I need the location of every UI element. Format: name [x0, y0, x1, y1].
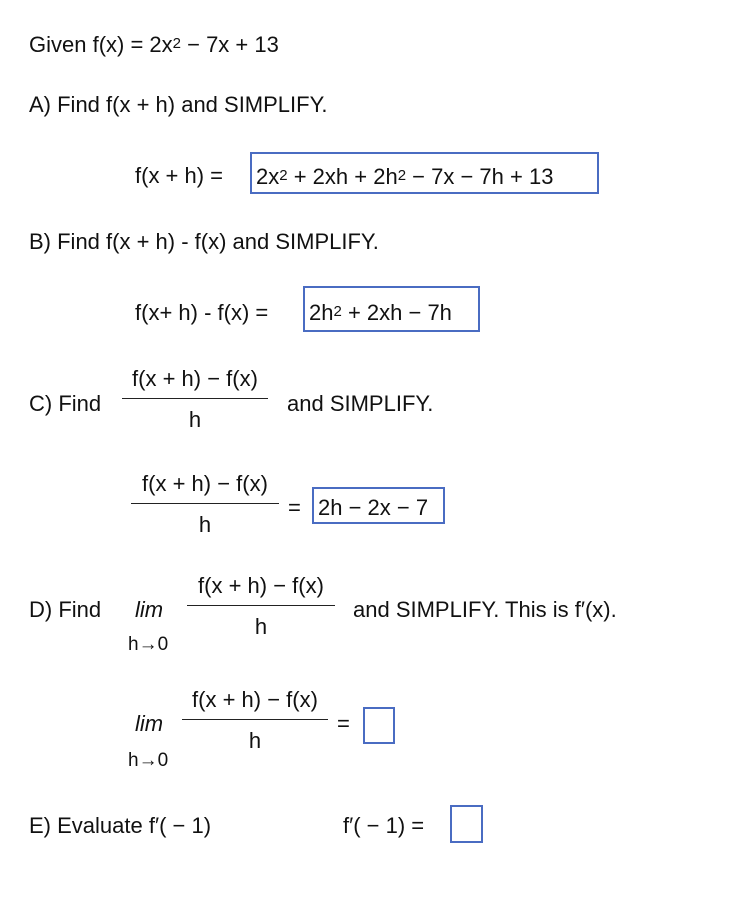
part-b-lhs: f(x+ h) - f(x) =	[135, 300, 269, 325]
part-e-prompt: E) Evaluate f′( − 1)	[29, 813, 212, 838]
part-a-exp2: 2	[397, 167, 407, 184]
part-d-suffix: and SIMPLIFY. This is f′(x).	[353, 597, 617, 622]
part-d-numerator: f(x + h) − f(x)	[198, 573, 324, 598]
part-c-fraction-bar	[122, 398, 268, 399]
part-d-fraction-bar	[187, 605, 335, 606]
given-exponent: 2	[172, 35, 181, 52]
part-a-term3: − 7x − 7h + 13	[406, 164, 554, 189]
part-a-answer-box[interactable]	[250, 152, 599, 194]
part-d-answer-fraction-bar	[182, 719, 328, 720]
part-c-answer-numerator: f(x + h) − f(x)	[142, 471, 268, 496]
part-c-answer-box[interactable]: 2h − 2x − 7	[312, 487, 445, 524]
part-d-answer-denominator: h	[248, 728, 262, 753]
part-e-lhs: f′( − 1) =	[343, 813, 425, 838]
part-d-denominator: h	[254, 614, 268, 639]
part-d-answer-lim-sub: h→0	[128, 750, 169, 771]
part-a-exp1: 2	[279, 167, 288, 184]
part-b-prompt: B) Find f(x + h) - f(x) and SIMPLIFY.	[29, 229, 379, 254]
given-prefix: Given f(x) = 2x	[29, 32, 173, 57]
part-d-answer-numerator: f(x + h) − f(x)	[192, 687, 318, 712]
given-rest: − 7x + 13	[181, 32, 279, 57]
part-d-find: D) Find	[29, 597, 102, 622]
part-a-term1: 2x	[256, 164, 280, 189]
part-c-numerator: f(x + h) − f(x)	[132, 366, 258, 391]
part-b-term2: + 2xh − 7h	[341, 300, 452, 325]
part-c-denominator: h	[188, 407, 202, 432]
part-a-prompt: A) Find f(x + h) and SIMPLIFY.	[29, 92, 328, 117]
part-e-answer-box[interactable]	[450, 805, 483, 843]
given-function	[29, 32, 279, 58]
part-a-lhs: f(x + h) =	[135, 163, 224, 188]
part-c-equals: =	[288, 495, 301, 520]
part-d-answer-fraction	[182, 687, 328, 754]
part-d-answer-lim: lim	[135, 711, 164, 736]
part-b-exp1: 2	[333, 303, 342, 320]
part-d-lim-sub: h→0	[128, 634, 169, 655]
part-d-answer-box[interactable]	[363, 707, 395, 744]
part-d-lim: lim	[135, 597, 164, 622]
part-d-fraction	[187, 573, 335, 640]
part-b-term1: 2h	[309, 300, 334, 325]
part-a-term2: + 2xh + 2h	[287, 164, 398, 189]
part-c-answer-denominator: h	[198, 512, 212, 537]
part-c-suffix: and SIMPLIFY.	[287, 391, 434, 416]
part-b-answer-box[interactable]	[303, 286, 480, 332]
part-c-answer-fraction-bar	[131, 503, 279, 504]
part-c-answer-fraction	[131, 471, 279, 538]
part-c-fraction	[122, 366, 268, 433]
part-c-find: C) Find	[29, 391, 102, 416]
part-d-equals: =	[337, 711, 350, 736]
